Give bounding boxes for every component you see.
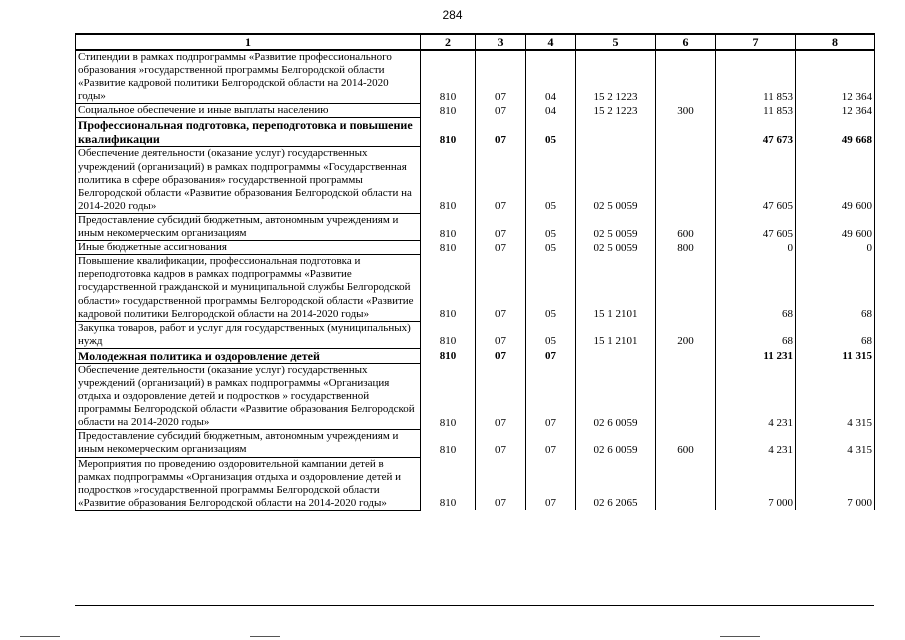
cell-c7: 47 605 [716, 213, 796, 240]
row-description: Закупка товаров, работ и услуг для государственных (муниципальных) нужд [76, 321, 421, 348]
cell-c2: 810 [421, 457, 476, 510]
cell-c2: 810 [421, 104, 476, 118]
cell-c7: 4 231 [716, 430, 796, 457]
cell-c3: 07 [476, 50, 526, 104]
cell-c2: 810 [421, 213, 476, 240]
cell-c2: 810 [421, 255, 476, 321]
cell-c7: 7 000 [716, 457, 796, 510]
cell-c7: 68 [716, 255, 796, 321]
table-body [76, 50, 875, 510]
cell-c5 [576, 118, 656, 147]
column-header: 4 [526, 34, 576, 50]
cell-c3: 07 [476, 321, 526, 348]
cell-c3: 07 [476, 255, 526, 321]
cell-c2: 810 [421, 241, 476, 255]
cell-c8: 68 [796, 255, 875, 321]
table-row [76, 50, 875, 104]
table-row [76, 104, 875, 118]
cell-c4: 05 [526, 213, 576, 240]
cell-c4: 07 [526, 457, 576, 510]
table-row [76, 255, 875, 321]
column-header: 1 [76, 34, 421, 50]
cell-c4: 04 [526, 50, 576, 104]
page-number: 284 [442, 8, 463, 22]
cell-c8: 12 364 [796, 50, 875, 104]
cell-c6 [656, 118, 716, 147]
cell-c6 [656, 147, 716, 213]
cell-c3: 07 [476, 430, 526, 457]
cell-c4: 05 [526, 118, 576, 147]
row-description: Предоставление субсидий бюджетным, автономным учреждениям и иным некомерческим организациям [76, 213, 421, 240]
cell-c6 [656, 50, 716, 104]
budget-table [75, 33, 875, 511]
table-row [76, 213, 875, 240]
cell-c3: 07 [476, 457, 526, 510]
row-description: Молодежная политика и оздоровление детей [76, 348, 421, 363]
cell-c8: 4 315 [796, 430, 875, 457]
row-description: Обеспечение деятельности (оказание услуг) государственных учреждений (организаций) в рамках подпрограммы «Государственная политика в сфере образования» государственной программы Белгородской области «Развитие образования Белгородской области на 2014-2020 годы» [76, 147, 421, 213]
cell-c5: 02 6 2065 [576, 457, 656, 510]
cell-c7: 68 [716, 321, 796, 348]
cell-c3: 07 [476, 147, 526, 213]
cell-c7: 0 [716, 241, 796, 255]
cell-c4: 05 [526, 147, 576, 213]
cell-c5: 02 5 0059 [576, 213, 656, 240]
table-row [76, 363, 875, 429]
cell-c6: 600 [656, 430, 716, 457]
cell-c3: 07 [476, 213, 526, 240]
cell-c4: 04 [526, 104, 576, 118]
cell-c6 [656, 457, 716, 510]
cell-c5: 02 5 0059 [576, 147, 656, 213]
cell-c5: 15 2 1223 [576, 104, 656, 118]
cell-c6: 600 [656, 213, 716, 240]
cell-c7: 11 853 [716, 104, 796, 118]
cell-c4: 07 [526, 363, 576, 429]
row-description: Профессиональная подготовка, переподготовка и повышение квалификации [76, 118, 421, 147]
cell-c7: 11 853 [716, 50, 796, 104]
cell-c4: 05 [526, 321, 576, 348]
table-row [76, 118, 875, 147]
row-description: Обеспечение деятельности (оказание услуг) государственных учреждений (организаций) в рамках подпрограммы «Организация отдыха и оздоровление детей и подростков » государственной программы Белгородской области «Развитие образования Белгородской области на 2014-2020 годы» [76, 363, 421, 429]
cell-c3: 07 [476, 363, 526, 429]
table-row [76, 348, 875, 363]
cell-c5 [576, 348, 656, 363]
header-row [76, 34, 875, 50]
column-header: 3 [476, 34, 526, 50]
cell-c2: 810 [421, 118, 476, 147]
cell-c2: 810 [421, 430, 476, 457]
cell-c4: 07 [526, 348, 576, 363]
scan-artifact [250, 636, 280, 637]
cell-c6: 800 [656, 241, 716, 255]
cell-c2: 810 [421, 50, 476, 104]
row-description: Мероприятия по проведению оздоровительной кампании детей в рамках подпрограммы «Организация отдыха и оздоровление детей и подростков »государственной программы Белгородской области «Развитие образования Белгородской области на 2014-2020 годы» [76, 457, 421, 510]
cell-c6 [656, 255, 716, 321]
cell-c4: 05 [526, 241, 576, 255]
row-description: Стипендии в рамках подпрограммы «Развитие профессионального образования »государственной программы Белгородской области «Развитие кадровой политики Белгородской области на 2014-2020 годы» [76, 50, 421, 104]
cell-c2: 810 [421, 321, 476, 348]
table-row [76, 457, 875, 510]
page-cut-line [75, 605, 874, 606]
cell-c2: 810 [421, 147, 476, 213]
cell-c2: 810 [421, 363, 476, 429]
row-description: Иные бюджетные ассигнования [76, 241, 421, 255]
cell-c8: 4 315 [796, 363, 875, 429]
cell-c3: 07 [476, 241, 526, 255]
cell-c8: 49 600 [796, 147, 875, 213]
column-header: 8 [796, 34, 875, 50]
cell-c3: 07 [476, 348, 526, 363]
scan-artifact [720, 636, 760, 637]
cell-c5: 15 1 2101 [576, 321, 656, 348]
cell-c7: 47 673 [716, 118, 796, 147]
column-header: 6 [656, 34, 716, 50]
row-description: Социальное обеспечение и иные выплаты населению [76, 104, 421, 118]
cell-c6 [656, 363, 716, 429]
cell-c2: 810 [421, 348, 476, 363]
cell-c6 [656, 348, 716, 363]
table-row [76, 321, 875, 348]
cell-c8: 12 364 [796, 104, 875, 118]
column-header: 2 [421, 34, 476, 50]
cell-c4: 05 [526, 255, 576, 321]
table-row [76, 147, 875, 213]
cell-c3: 07 [476, 118, 526, 147]
cell-c6: 300 [656, 104, 716, 118]
cell-c8: 49 600 [796, 213, 875, 240]
cell-c5: 02 5 0059 [576, 241, 656, 255]
cell-c6: 200 [656, 321, 716, 348]
cell-c5: 15 2 1223 [576, 50, 656, 104]
cell-c8: 7 000 [796, 457, 875, 510]
cell-c5: 15 1 2101 [576, 255, 656, 321]
row-description: Предоставление субсидий бюджетным, автономным учреждениям и иным некомерческим организациям [76, 430, 421, 457]
cell-c7: 4 231 [716, 363, 796, 429]
column-header: 7 [716, 34, 796, 50]
cell-c3: 07 [476, 104, 526, 118]
cell-c4: 07 [526, 430, 576, 457]
cell-c8: 11 315 [796, 348, 875, 363]
cell-c7: 47 605 [716, 147, 796, 213]
cell-c5: 02 6 0059 [576, 363, 656, 429]
table-row [76, 241, 875, 255]
cell-c8: 49 668 [796, 118, 875, 147]
cell-c8: 68 [796, 321, 875, 348]
cell-c8: 0 [796, 241, 875, 255]
row-description: Повышение квалификации, профессиональная подготовка и переподготовка кадров в рамках подпрограммы «Развитие государственной гражданской и муниципальной службы Белгородской области» государственной программы Белгородской области «Развитие кадровой политики Белгородской области на 2014-2020 годы» [76, 255, 421, 321]
table-row [76, 430, 875, 457]
cell-c5: 02 6 0059 [576, 430, 656, 457]
cell-c7: 11 231 [716, 348, 796, 363]
scan-artifact [20, 636, 60, 637]
column-header: 5 [576, 34, 656, 50]
